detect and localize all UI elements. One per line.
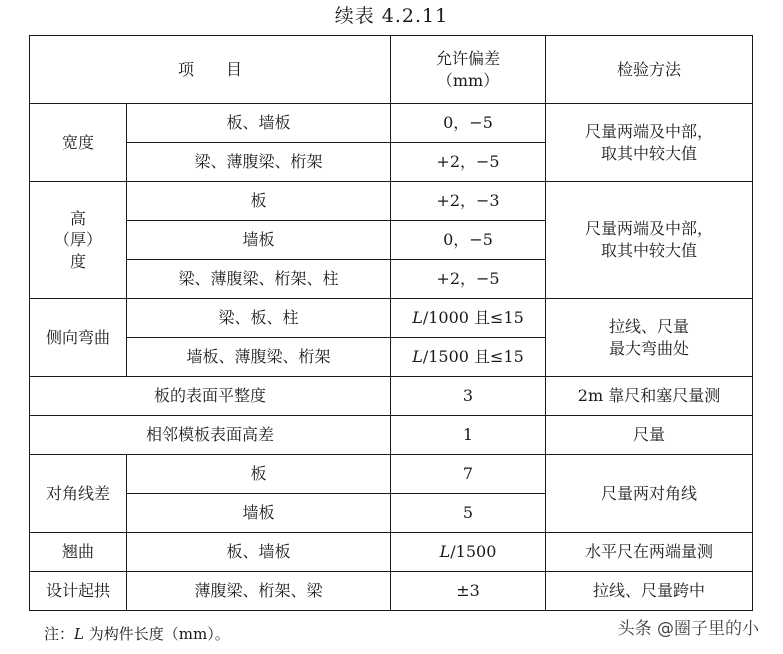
height-method: 尺量两端及中部， 取其中较大值	[546, 182, 753, 299]
warp-tol: L/1500	[391, 533, 546, 572]
diagonal-tol-2: 5	[391, 494, 546, 533]
bending-label: 侧向弯曲	[30, 299, 127, 377]
height-sub-2: 墙板	[127, 221, 391, 260]
bending-sub-1: 梁、板、柱	[127, 299, 391, 338]
height-tol-2: 0，−5	[391, 221, 546, 260]
table-title: 续表 4.2.11	[334, 5, 449, 27]
table-row	[30, 416, 753, 455]
table-row	[30, 455, 753, 494]
camber-method: 拉线、尺量跨中	[546, 572, 753, 611]
header-item: 项 目	[30, 36, 391, 104]
table-row	[30, 182, 753, 221]
adjacent-tol: 1	[391, 416, 546, 455]
warp-method: 水平尺在两端量测	[546, 533, 753, 572]
table-row	[30, 299, 753, 338]
header-row	[30, 36, 753, 104]
width-tol-2: +2，−5	[391, 143, 546, 182]
width-tol-1: 0，−5	[391, 104, 546, 143]
table-row	[30, 104, 753, 143]
height-label: 高 （厚） 度	[30, 182, 127, 299]
flatness-tol: 3	[391, 377, 546, 416]
adjacent-label: 相邻模板表面高差	[30, 416, 391, 455]
header-tolerance: 允许偏差 （mm）	[391, 36, 546, 104]
diagonal-tol-1: 7	[391, 455, 546, 494]
camber-tol: ±3	[391, 572, 546, 611]
warp-sub: 板、墙板	[127, 533, 391, 572]
bending-method: 拉线、尺量 最大弯曲处	[546, 299, 753, 377]
bending-tol-1: L/1000 且≤15	[391, 299, 546, 338]
flatness-method: 2m 靠尺和塞尺量测	[546, 377, 753, 416]
diagonal-sub-1: 板	[127, 455, 391, 494]
tolerance-table	[29, 35, 753, 611]
camber-sub: 薄腹梁、桁架、梁	[127, 572, 391, 611]
diagonal-sub-2: 墙板	[127, 494, 391, 533]
diagonal-method: 尺量两对角线	[546, 455, 753, 533]
width-method: 尺量两端及中部， 取其中较大值	[546, 104, 753, 182]
header-method: 检验方法	[546, 36, 753, 104]
height-sub-3: 梁、薄腹梁、桁架、柱	[127, 260, 391, 299]
camber-label: 设计起拱	[30, 572, 127, 611]
height-sub-1: 板	[127, 182, 391, 221]
table-row	[30, 377, 753, 416]
bending-tol-2: L/1500 且≤15	[391, 338, 546, 377]
width-sub-1: 板、墙板	[127, 104, 391, 143]
bending-sub-2: 墙板、薄腹梁、桁架	[127, 338, 391, 377]
table-row	[30, 572, 753, 611]
table-row	[30, 533, 753, 572]
warp-label: 翘曲	[30, 533, 127, 572]
adjacent-method: 尺量	[546, 416, 753, 455]
watermark: 头条 @圈子里的小	[612, 612, 765, 641]
height-tol-1: +2，−3	[391, 182, 546, 221]
diagonal-label: 对角线差	[30, 455, 127, 533]
width-label: 宽度	[30, 104, 127, 182]
table-note: 注：L 为构件长度（mm）。	[44, 625, 230, 643]
width-sub-2: 梁、薄腹梁、桁架	[127, 143, 391, 182]
flatness-label: 板的表面平整度	[30, 377, 391, 416]
height-tol-3: +2，−5	[391, 260, 546, 299]
